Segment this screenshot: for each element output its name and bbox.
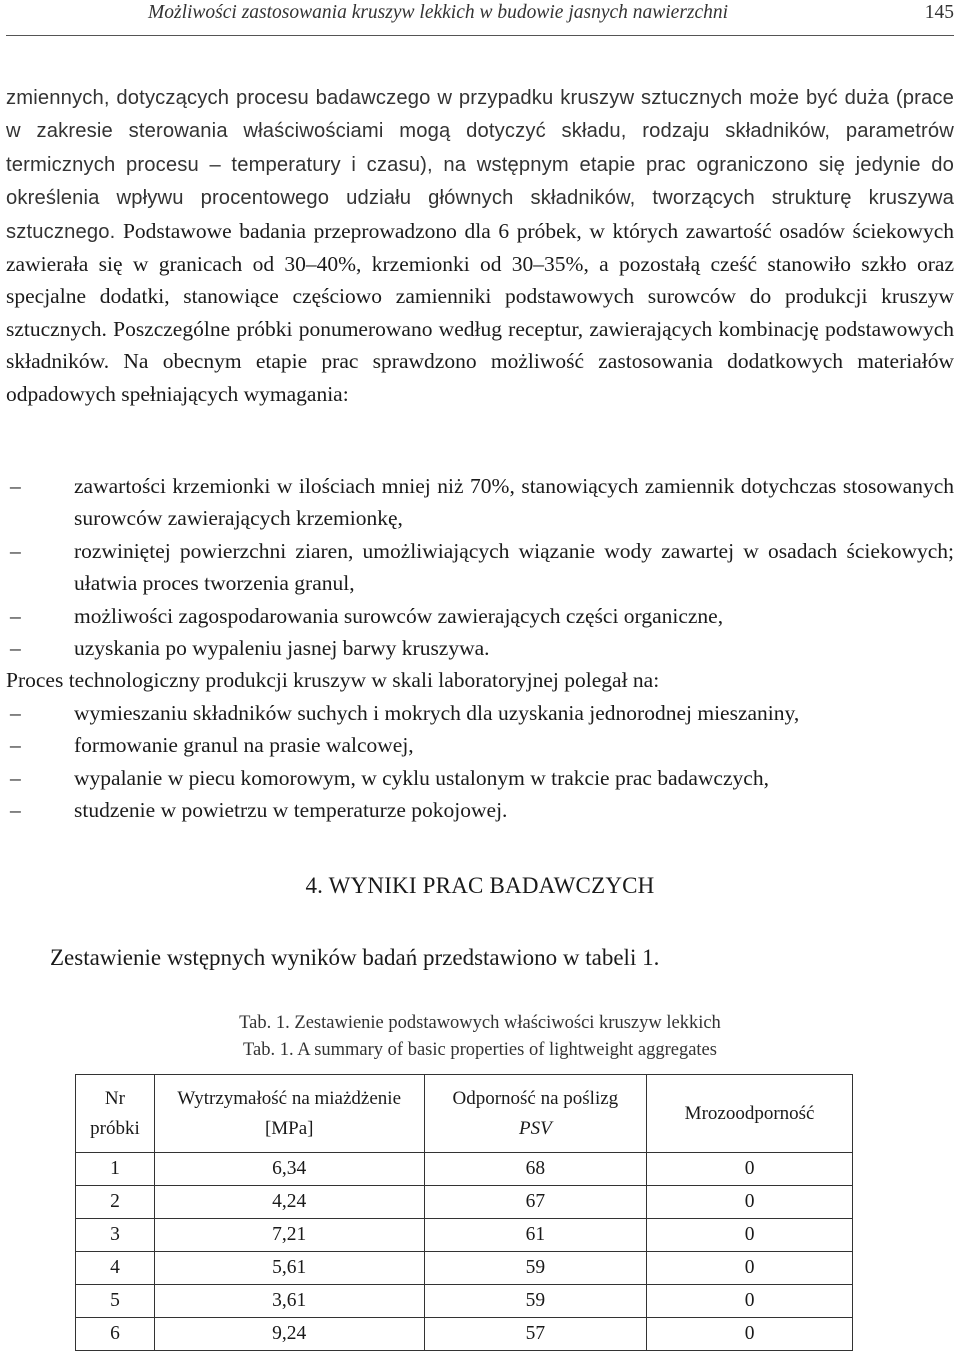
cell-psv: 67 [424,1186,647,1219]
cell-frost: 0 [647,1186,853,1219]
dash-bullet: – [10,474,21,498]
table-row [76,1252,853,1285]
cell-strength: 7,21 [154,1219,424,1252]
list-item-text: zawartości krzemionki w ilościach mniej niż 70%, stanowiących zamiennik dotychczas stosowanych surowców zawierających krzemionkę, [74,474,954,531]
list-item-text: rozwiniętej powierzchni ziaren, umożliwiających wiązanie wody zawartej w osadach ściekowych; ułatwia proces tworzenia granul, [74,538,954,596]
results-table [75,1074,853,1351]
dash-bullet: – [10,603,21,628]
header-skid-line1: Odporność na poślizg [452,1087,619,1109]
list-item-text: wymieszaniu składników suchych i mokrych dla uzyskania jednorodnej mieszaniny, [74,701,800,725]
paragraph-sans-text: zmiennych, dotyczących procesu badawczego w przypadku kruszyw sztucznych może być duża (prace w zakresie sterowania właściwościami mogą dotyczyć składu, rodzaju składników, parametrów termicznych procesu – temperatury i czasu), na wstępnym etapie prac ograniczono się jedynie do określenia wpływu procentowego udziału głównych składników, tworzących strukturę kruszywa sztucznego. [6,87,954,243]
table-header-row [76,1075,853,1153]
cell-frost: 0 [647,1252,853,1285]
list-item [6,697,954,729]
cell-frost: 0 [647,1285,853,1318]
list-item [6,470,954,535]
table-row [76,1153,853,1186]
paragraph-serif-text: Podstawowe badania przeprowadzono dla 6 próbek, w których zawartość osadów ściekowych zawierała się w granicach od 30–40%, krzemionki od 30–35%, a pozostałą cześć stanowiło szkło oraz specjalne dodatki, stanowiące częściowo zamienniki podstawowych surowców do produkcji kruszyw sztucznych. Poszczególne próbki ponumerowano według receptur, zawierających kombinację podstawowych składników. Na obecnym etapie prac sprawdzono możliwość zastosowania dodatkowych materiałów odpadowych spełniających wymagania: [6,218,954,406]
list-item-text: uzyskania po wypaleniu jasnej barwy kruszywa. [74,636,490,661]
process-intro: Proces technologiczny produkcji kruszyw w skali laboratoryjnej polegał na: [6,668,660,692]
list-item [6,632,954,664]
body-paragraph-1 [6,81,954,410]
summary-sentence: Zestawienie wstępnych wyników badań przedstawiono w tabeli 1. [50,945,660,970]
header-strength-line1: Wytrzymałość na miażdżenie [177,1087,402,1109]
cell-frost: 0 [647,1318,853,1351]
header-sample-line2: próbki [90,1117,140,1139]
cell-psv: 57 [424,1318,647,1351]
cell-sample: 4 [76,1252,155,1285]
list-item [6,729,954,761]
list-item [6,535,954,600]
table-row [76,1285,853,1318]
cell-frost: 0 [647,1153,853,1186]
header-skid-resistance [424,1075,647,1153]
cell-sample: 3 [76,1219,155,1252]
cell-psv: 59 [424,1285,647,1318]
page-number: 145 [924,2,954,23]
list-item-text: studzenie w powietrzu w temperaturze pokojowej. [74,798,508,823]
dash-bullet: – [10,538,21,563]
header-sample-line1: Nr [104,1087,125,1109]
cell-strength: 4,24 [154,1186,424,1219]
header-sample-number [76,1075,155,1153]
requirements-list [6,470,954,664]
cell-strength: 9,24 [154,1318,424,1351]
cell-sample: 5 [76,1285,155,1318]
header-skid-line2: PSV [518,1117,552,1139]
dash-bullet: – [10,765,21,790]
dash-bullet: – [10,798,21,823]
header-frost-resistance: Mrozoodporność [647,1075,853,1153]
header-crushing-strength [154,1075,424,1153]
list-item [6,762,954,794]
list-item-text: możliwości zagospodarowania surowców zawierających części organiczne, [74,603,724,628]
table-caption-pl: Tab. 1. Zestawienie podstawowych właściwości kruszyw lekkich [239,1013,721,1033]
header-strength-line2: [MPa] [264,1117,314,1139]
header-rule [6,35,954,36]
dash-bullet: – [10,733,21,758]
cell-strength: 6,34 [154,1153,424,1186]
cell-sample: 1 [76,1153,155,1186]
table-row [76,1186,853,1219]
running-header-title: Możliwości zastosowania kruszyw lekkich w budowie jasnych nawierzchni [148,2,729,23]
table-caption-en: Tab. 1. A summary of basic properties of lightweight aggregates [243,1040,717,1060]
dash-bullet: – [10,701,21,725]
list-item-text: formowanie granul na prasie walcowej, [74,733,414,758]
cell-sample: 6 [76,1318,155,1351]
cell-strength: 5,61 [154,1252,424,1285]
cell-frost: 0 [647,1219,853,1252]
cell-sample: 2 [76,1186,155,1219]
process-list [6,697,954,827]
table-row [76,1318,853,1351]
cell-psv: 68 [424,1153,647,1186]
section-heading: 4. WYNIKI PRAC BADAWCZYCH [305,873,655,898]
list-item-text: wypalanie w piecu komorowym, w cyklu ustalonym w trakcie prac badawczych, [74,765,769,790]
table-row [76,1219,853,1252]
dash-bullet: – [10,636,21,661]
cell-psv: 59 [424,1252,647,1285]
cell-strength: 3,61 [154,1285,424,1318]
list-item [6,794,954,826]
cell-psv: 61 [424,1219,647,1252]
list-item [6,600,954,632]
running-header [0,0,960,30]
